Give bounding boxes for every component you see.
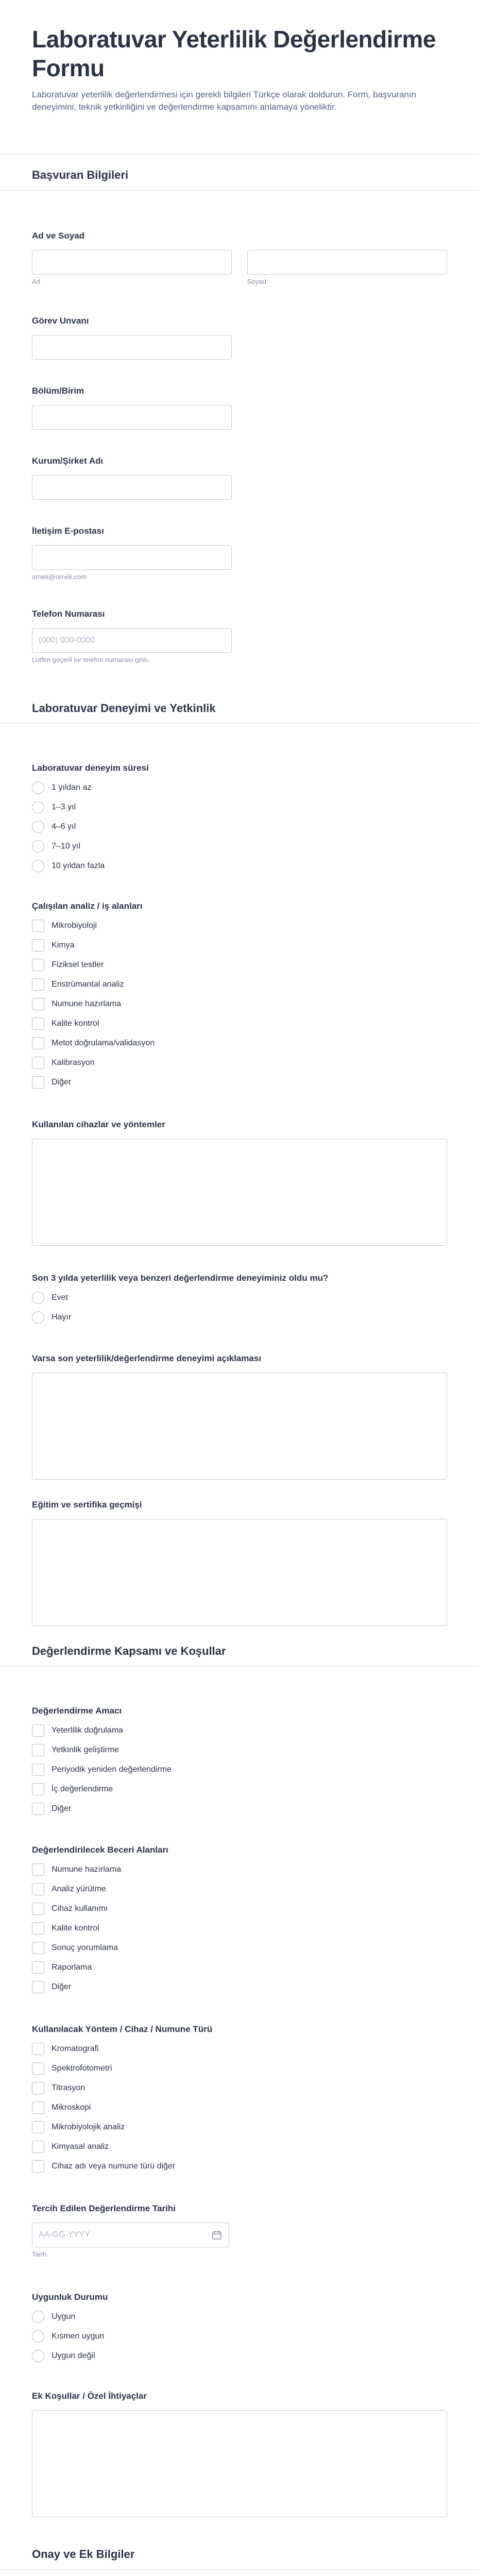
checkbox[interactable] xyxy=(32,939,44,952)
option-label: Analiz yürütme xyxy=(52,1885,106,1893)
institution-label: Kurum/Şirket Adı xyxy=(32,456,104,466)
option-label: Raporlama xyxy=(52,1963,92,1972)
option-label: Yetkinlik geliştirme xyxy=(52,1745,119,1754)
option-label: Spektrofotometri xyxy=(52,2064,112,2073)
checkbox[interactable] xyxy=(32,2160,44,2173)
full-name-label: Ad ve Soyad xyxy=(32,231,85,241)
purpose-options xyxy=(32,1721,447,1819)
radio-button[interactable] xyxy=(32,1311,44,1324)
option-label: Mikrobiyolojik analiz xyxy=(52,2123,125,2131)
checkbox[interactable] xyxy=(32,1903,44,1915)
date-label: Tercih Edilen Değerlendirme Tarihi xyxy=(32,2204,176,2213)
option-label: Cihaz adı veya numune türü diğer xyxy=(52,2162,176,2171)
department-input[interactable] xyxy=(32,405,232,430)
section-applicant xyxy=(0,155,479,191)
section-header xyxy=(0,155,479,191)
option-label: Mikrobiyoloji xyxy=(52,921,97,930)
first-name-sublabel: Ad xyxy=(32,278,40,285)
option-label: Sonuç yorumlama xyxy=(52,1943,118,1952)
suitability-field xyxy=(32,2292,447,2366)
prior-description-field xyxy=(32,1353,447,1482)
phone-sublabel: Lütfen geçerli bir telefon numarası girin. xyxy=(32,656,150,664)
checkbox-option[interactable] xyxy=(32,2078,447,2098)
radio-button[interactable] xyxy=(32,1292,44,1304)
conditions-textarea[interactable] xyxy=(32,2410,447,2517)
areas-field xyxy=(32,901,447,1092)
checkbox[interactable] xyxy=(32,1764,44,1776)
option-label: Metot doğrulama/validasyon xyxy=(52,1039,155,1047)
option-label: 1 yıldan az xyxy=(52,783,92,792)
option-label: Evet xyxy=(52,1293,69,1302)
option-label: Diğer xyxy=(52,1982,72,1991)
checkbox[interactable] xyxy=(32,1863,44,1876)
option-label: Diğer xyxy=(52,1078,72,1087)
checkbox[interactable] xyxy=(32,1744,44,1756)
checkbox-option[interactable] xyxy=(32,2039,447,2059)
checkbox[interactable] xyxy=(32,1883,44,1895)
option-label: Fiziksel testler xyxy=(52,960,104,969)
purpose-field xyxy=(32,1705,447,1819)
prior-assessment-field xyxy=(32,1273,447,1327)
checkbox[interactable] xyxy=(32,1057,44,1069)
checkbox[interactable] xyxy=(32,2102,44,2114)
radio-option[interactable] xyxy=(32,856,447,876)
checkbox-option[interactable] xyxy=(32,1721,447,1740)
suitability-options xyxy=(32,2307,447,2366)
checkbox-option[interactable] xyxy=(32,1977,447,1997)
option-label: İç değerlendirme xyxy=(52,1785,113,1793)
section-title: Başvuran Bilgileri xyxy=(32,168,129,181)
radio-option[interactable] xyxy=(32,778,447,798)
radio-option[interactable] xyxy=(32,2346,447,2366)
checkbox-option[interactable] xyxy=(32,1073,447,1092)
radio-button[interactable] xyxy=(32,2330,44,2343)
date-picker xyxy=(32,2223,229,2247)
checkbox-option[interactable] xyxy=(32,1879,447,1899)
email-label: İletişim E-postası xyxy=(32,526,104,536)
skills-options xyxy=(32,1860,447,1997)
radio-button[interactable] xyxy=(32,801,44,814)
option-label: Enstrümantal analiz xyxy=(52,980,124,989)
email-sublabel: ornek@ornek.com xyxy=(32,573,87,581)
phone-field xyxy=(32,608,447,664)
checkbox-option[interactable] xyxy=(32,1033,447,1053)
last-name-sublabel: Soyad xyxy=(247,278,266,285)
option-label: Cihaz kullanımı xyxy=(52,1904,108,1913)
duration-label: Laboratuvar deneyim süresi xyxy=(32,763,149,773)
education-field xyxy=(32,1499,447,1629)
checkbox[interactable] xyxy=(32,1803,44,1815)
checkbox-option[interactable] xyxy=(32,955,447,975)
checkbox-option[interactable] xyxy=(32,994,447,1014)
option-label: 7–10 yıl xyxy=(52,842,81,851)
radio-button[interactable] xyxy=(32,782,44,794)
checkbox[interactable] xyxy=(32,920,44,932)
checkbox[interactable] xyxy=(32,998,44,1010)
radio-option[interactable] xyxy=(32,1308,447,1327)
radio-button[interactable] xyxy=(32,840,44,853)
devices-field xyxy=(32,1119,447,1248)
email-input[interactable] xyxy=(32,545,232,570)
department-label: Bölüm/Birim xyxy=(32,386,84,396)
checkbox-option[interactable] xyxy=(32,2137,447,2157)
option-label: 10 yıldan fazla xyxy=(52,861,105,870)
checkbox-option[interactable] xyxy=(32,936,447,955)
checkbox[interactable] xyxy=(32,2043,44,2055)
checkbox[interactable] xyxy=(32,2082,44,2094)
option-label: Periyodik yeniden değerlendirme xyxy=(52,1765,172,1774)
checkbox[interactable] xyxy=(32,1018,44,1030)
radio-option[interactable] xyxy=(32,817,447,837)
option-label: Numune hazırlama xyxy=(52,1865,122,1874)
section-header xyxy=(0,2534,479,2570)
duration-field xyxy=(32,762,447,876)
checkbox-option[interactable] xyxy=(32,1919,447,1938)
checkbox-option[interactable] xyxy=(32,2157,447,2176)
email-field xyxy=(32,526,447,581)
department-field xyxy=(32,385,447,430)
option-label: Diğer xyxy=(52,1804,72,1813)
option-label: 4–6 yıl xyxy=(52,822,76,831)
form-title: Laboratuvar Yeterlilik Değerlendirme Formu xyxy=(32,26,436,81)
prior-assessment-options xyxy=(32,1288,447,1327)
option-label: Hayır xyxy=(52,1313,72,1321)
radio-button[interactable] xyxy=(32,2350,44,2362)
option-label: Yeterlilik doğrulama xyxy=(52,1726,124,1735)
date-sublabel: Tarih xyxy=(32,2250,47,2258)
option-label: Titrasyon xyxy=(52,2083,85,2092)
checkbox-option[interactable] xyxy=(32,1780,447,1799)
conditions-label: Ek Koşullar / Özel İhtiyaçlar xyxy=(32,2391,147,2401)
checkbox-option[interactable] xyxy=(32,2098,447,2117)
education-textarea[interactable] xyxy=(32,1519,447,1626)
section-title: Onay ve Ek Bilgiler xyxy=(32,2548,135,2561)
checkbox[interactable] xyxy=(32,1922,44,1935)
checkbox-option[interactable] xyxy=(32,1860,447,1879)
radio-option[interactable] xyxy=(32,2307,447,2327)
option-label: Uygun değil xyxy=(52,2351,95,2360)
prior-description-label: Varsa son yeterlilik/değerlendirme deneyimi açıklaması xyxy=(32,1353,262,1363)
conditions-field xyxy=(32,2391,447,2520)
radio-option[interactable] xyxy=(32,2327,447,2346)
date-input[interactable] xyxy=(32,2223,229,2247)
calendar-icon[interactable] xyxy=(212,2230,222,2240)
checkbox[interactable] xyxy=(32,1037,44,1049)
phone-input[interactable] xyxy=(32,628,232,653)
checkbox[interactable] xyxy=(32,978,44,991)
section-header xyxy=(0,1631,479,1667)
option-label: Kısmen uygun xyxy=(52,2332,105,2341)
prior-description-textarea[interactable] xyxy=(32,1372,447,1480)
checkbox-option[interactable] xyxy=(32,1958,447,1977)
option-label: Uygun xyxy=(52,2312,76,2321)
section-title: Değerlendirme Kapsamı ve Koşullar xyxy=(32,1645,226,1657)
checkbox[interactable] xyxy=(32,1783,44,1795)
checkbox-option[interactable] xyxy=(32,1014,447,1033)
section-header xyxy=(0,688,479,724)
skills-field xyxy=(32,1844,447,1997)
option-label: Kalibrasyon xyxy=(52,1058,95,1067)
checkbox-option[interactable] xyxy=(32,1760,447,1780)
checkbox[interactable] xyxy=(32,1981,44,1993)
section-scope xyxy=(0,1631,479,1667)
section-experience xyxy=(0,688,479,724)
date-field xyxy=(32,2203,447,2258)
institution-field xyxy=(32,455,447,500)
checkbox[interactable] xyxy=(32,2141,44,2153)
areas-label: Çalışılan analiz / iş alanları xyxy=(32,901,143,911)
section-title: Laboratuvar Deneyimi ve Yetkinlik xyxy=(32,702,216,715)
checkbox[interactable] xyxy=(32,1961,44,1974)
skills-label: Değerlendirilecek Beceri Alanları xyxy=(32,1845,168,1855)
institution-input[interactable] xyxy=(32,475,232,500)
option-label: Kalite kontrol xyxy=(52,1019,99,1028)
suitability-label: Uygunluk Durumu xyxy=(32,2292,108,2302)
form-header xyxy=(0,0,479,155)
checkbox-option[interactable] xyxy=(32,2059,447,2078)
radio-option[interactable] xyxy=(32,798,447,817)
checkbox-option[interactable] xyxy=(32,1799,447,1819)
checkbox[interactable] xyxy=(32,2121,44,2133)
devices-textarea[interactable] xyxy=(32,1139,447,1246)
education-label: Eğitim ve sertifika geçmişi xyxy=(32,1500,142,1510)
option-label: Kimya xyxy=(52,941,75,950)
radio-button[interactable] xyxy=(32,821,44,833)
first-name-input[interactable] xyxy=(32,250,232,275)
radio-button[interactable] xyxy=(32,2311,44,2323)
option-label: Kimyasal analiz xyxy=(52,2142,109,2151)
checkbox[interactable] xyxy=(32,1076,44,1089)
prior-assessment-label: Son 3 yılda yeterlilik veya benzeri değerlendirme deneyiminiz oldu mu? xyxy=(32,1273,329,1283)
checkbox-option[interactable] xyxy=(32,1938,447,1958)
option-label: Kalite kontrol xyxy=(52,1924,99,1933)
option-label: Mikroskopi xyxy=(52,2103,91,2112)
option-label: 1–3 yıl xyxy=(52,803,76,811)
job-title-field xyxy=(32,315,447,360)
full-name-field xyxy=(32,230,447,285)
checkbox-option[interactable] xyxy=(32,2117,447,2137)
checkbox[interactable] xyxy=(32,959,44,971)
duration-options xyxy=(32,778,447,876)
option-label: Numune hazırlama xyxy=(52,999,122,1008)
phone-label: Telefon Numarası xyxy=(32,609,105,619)
checkbox[interactable] xyxy=(32,1942,44,1954)
checkbox-option[interactable] xyxy=(32,1053,447,1073)
option-label: Kromatografi xyxy=(52,2044,99,2053)
radio-option[interactable] xyxy=(32,837,447,856)
checkbox-option[interactable] xyxy=(32,1899,447,1919)
last-name-input[interactable] xyxy=(247,250,447,275)
methods-label: Kullanılacak Yöntem / Cihaz / Numune Türü xyxy=(32,2024,213,2034)
checkbox-option[interactable] xyxy=(32,1740,447,1760)
checkbox[interactable] xyxy=(32,1724,44,1737)
job-title-label: Görev Unvanı xyxy=(32,316,89,326)
checkbox-option[interactable] xyxy=(32,975,447,994)
areas-options xyxy=(32,916,447,1092)
checkbox-option[interactable] xyxy=(32,916,447,936)
methods-options xyxy=(32,2039,447,2176)
purpose-label: Değerlendirme Amacı xyxy=(32,1706,122,1716)
form-description: Laboratuvar yeterlilik değerlendirmesi için gerekli bilgileri Türkçe olarak doldurun. Form, başvuranın deneyimini, teknik yetkinliğini ve değerlendirme kapsamını anlamaya yöneliktir. xyxy=(32,90,417,112)
radio-button[interactable] xyxy=(32,860,44,872)
job-title-input[interactable] xyxy=(32,335,232,360)
checkbox[interactable] xyxy=(32,2062,44,2075)
methods-field xyxy=(32,2024,447,2176)
section-approval xyxy=(0,2534,479,2570)
devices-label: Kullanılan cihazlar ve yöntemler xyxy=(32,1120,165,1129)
radio-option[interactable] xyxy=(32,1288,447,1308)
